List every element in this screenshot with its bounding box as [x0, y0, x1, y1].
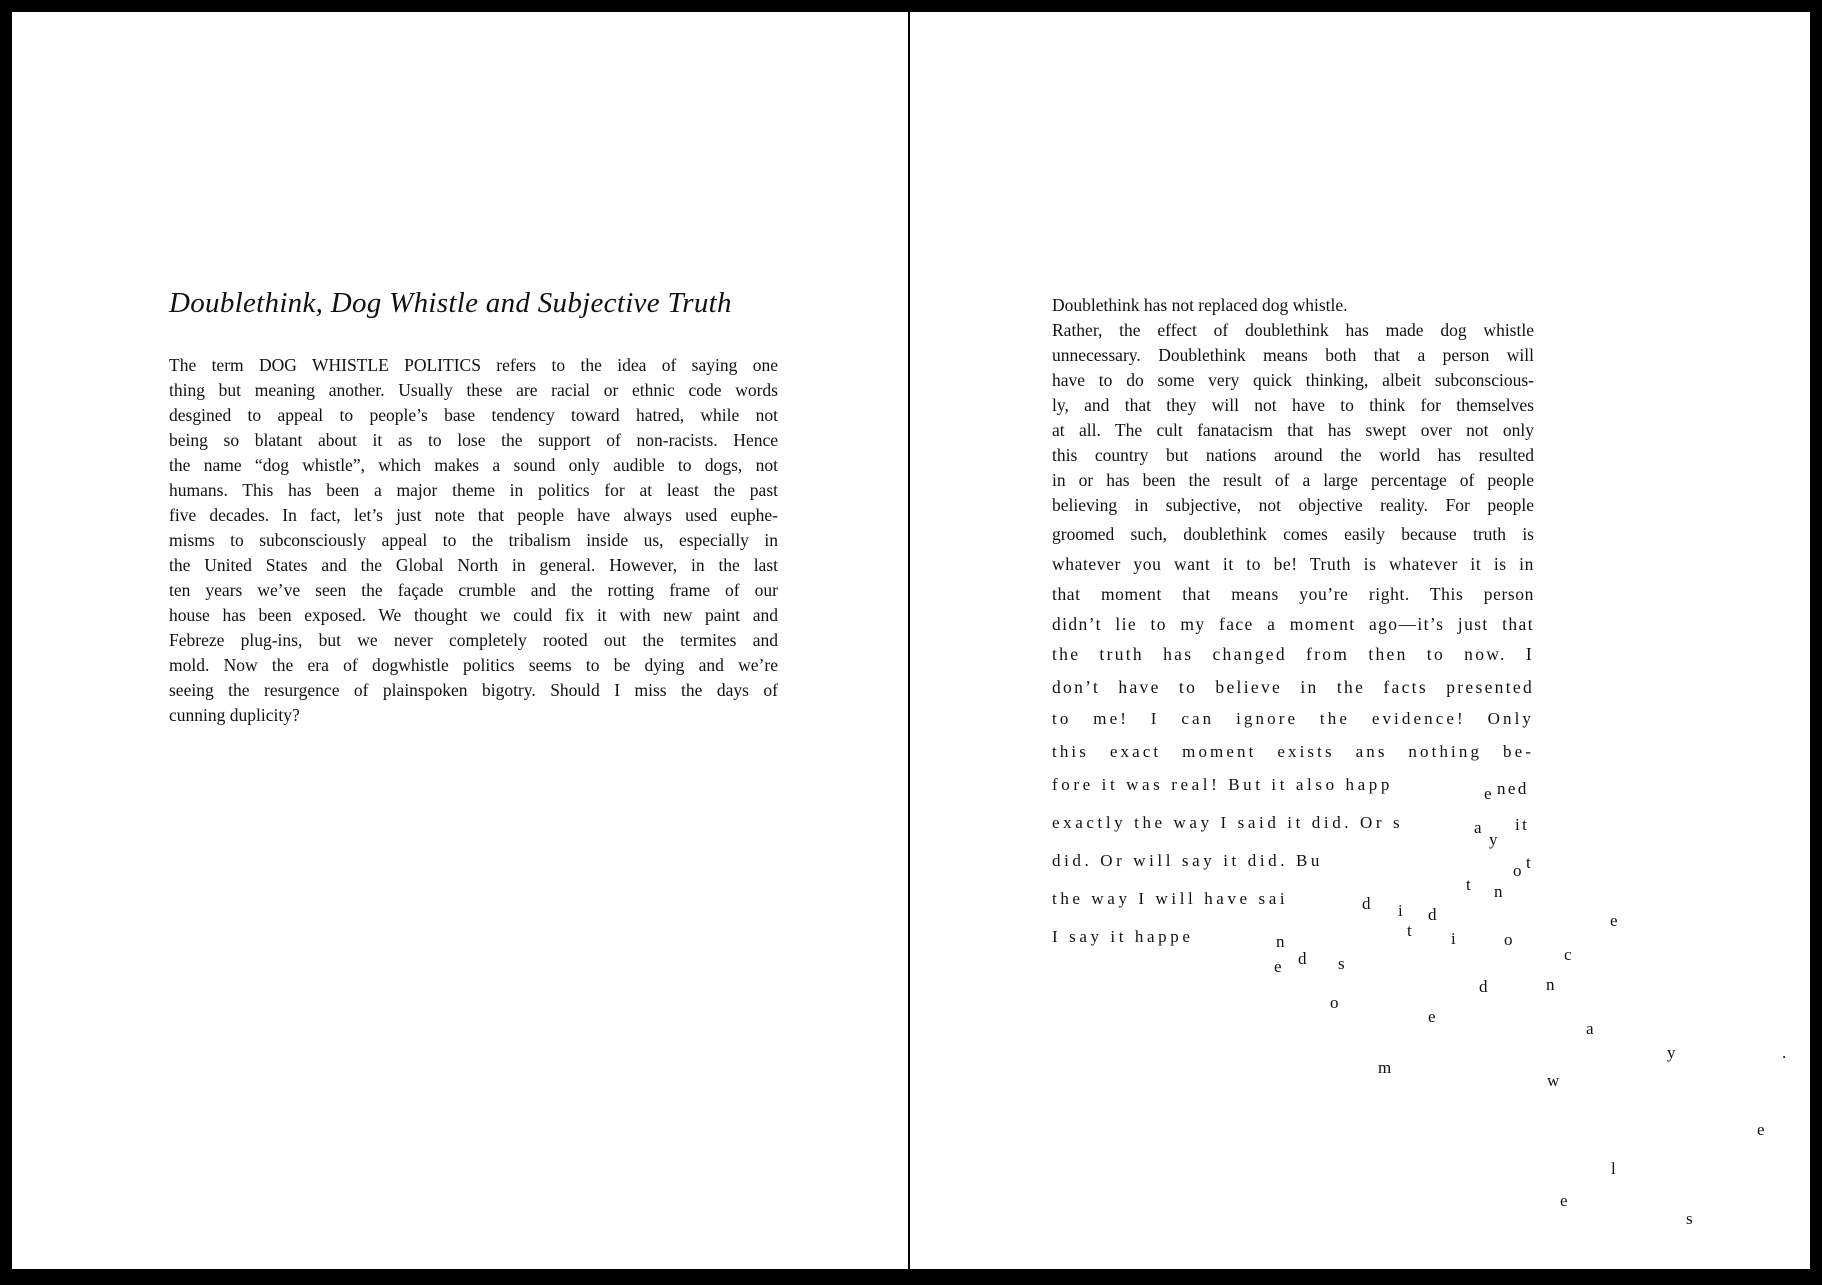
- scattered-letter: t: [1466, 875, 1471, 894]
- text-line: this exact moment exists ans nothing be-: [1052, 742, 1534, 761]
- text-line: I say it happe: [1052, 927, 1194, 946]
- text-line: ten years we’ve seen the façade crumble and the rotting frame of our: [169, 580, 778, 600]
- scattered-letter: o: [1504, 930, 1513, 949]
- line-tail: it: [1515, 815, 1530, 834]
- scattered-letter: s: [1686, 1209, 1693, 1228]
- text-line: don’t have to believe in the facts presented: [1052, 677, 1534, 697]
- scattered-letter: y: [1489, 830, 1498, 849]
- left-body-text: [169, 353, 778, 728]
- text-line: the way I will have sai: [1052, 889, 1289, 908]
- text-line: in or has been the result of a large percentage of people: [1052, 470, 1534, 490]
- scattered-letter: d: [1479, 977, 1488, 996]
- text-line: ly, and that they will not have to think for themselves: [1052, 395, 1534, 415]
- text-line: exactly the way I said it did. Or s: [1052, 813, 1404, 832]
- text-line: didn’t lie to my face a moment ago—it’s just that: [1052, 614, 1534, 634]
- scattered-letter: e: [1484, 784, 1492, 803]
- scattered-letter: .: [1782, 1043, 1787, 1062]
- text-line: unnecessary. Doublethink means both that a person will: [1052, 345, 1534, 365]
- scattered-letter: y: [1667, 1043, 1676, 1062]
- text-line: thing but meaning another. Usually these are racial or ethnic code words: [169, 380, 778, 400]
- text-line: the truth has changed from then to now. I: [1052, 644, 1534, 664]
- right-page: [910, 12, 1810, 1269]
- scattered-letter: e: [1428, 1007, 1436, 1026]
- scattered-letter: n: [1546, 975, 1555, 994]
- text-line: to me! I can ignore the evidence! Only: [1052, 709, 1534, 728]
- text-line: desgined to appeal to people’s base tendency toward hatred, while not: [169, 405, 778, 425]
- text-line: believing in subjective, not objective reality. For people: [1052, 495, 1534, 515]
- scattered-letter: m: [1378, 1058, 1392, 1077]
- scattered-letter: e: [1560, 1191, 1568, 1210]
- line-tail: ned: [1497, 779, 1529, 798]
- text-line: mold. Now the era of dogwhistle politics seems to be dying and we’re: [169, 655, 778, 675]
- text-line: did. Or will say it did. Bu: [1052, 851, 1323, 870]
- text-line: fore it was real! But it also happ: [1052, 775, 1393, 794]
- scattered-letter: e: [1757, 1120, 1765, 1139]
- text-line: cunning duplicity?: [169, 705, 300, 725]
- scattered-letter: e: [1274, 957, 1282, 976]
- scattered-letter: e: [1610, 911, 1618, 930]
- text-line: that moment that means you’re right. This person: [1052, 584, 1534, 604]
- scattered-letter: o: [1330, 993, 1339, 1012]
- scattered-letter: l: [1611, 1159, 1616, 1178]
- text-line: Doublethink has not replaced dog whistle.: [1052, 295, 1348, 315]
- text-line: house has been exposed. We thought we could fix it with new paint and: [169, 605, 778, 625]
- text-line: five decades. In fact, let’s just note that people have always used euphe-: [169, 505, 778, 525]
- scattered-letter: d: [1362, 894, 1371, 913]
- scattered-letter: t: [1407, 921, 1412, 940]
- text-line: the name “dog whistle”, which makes a sound only audible to dogs, not: [169, 455, 778, 475]
- scattered-letter: d: [1298, 949, 1307, 968]
- essay-title: Doublethink, Dog Whistle and Subjective Truth: [169, 287, 732, 319]
- scattered-letter: n: [1276, 932, 1287, 951]
- text-line: the United States and the Global North in general. However, in the last: [169, 555, 778, 575]
- scattered-letter: o: [1513, 861, 1522, 880]
- text-line: groomed such, doublethink comes easily because truth is: [1052, 524, 1534, 544]
- scattered-letter: w: [1547, 1071, 1560, 1090]
- scattered-letter: s: [1338, 954, 1345, 973]
- scattered-letter: a: [1474, 818, 1482, 837]
- scattered-letter: n: [1494, 882, 1503, 901]
- text-line: whatever you want it to be! Truth is whatever it is in: [1052, 554, 1534, 574]
- scattered-letter: d: [1428, 905, 1437, 924]
- text-line: misms to subconsciously appeal to the tribalism inside us, especially in: [169, 530, 778, 550]
- text-line: Febreze plug-ins, but we never completely rooted out the termites and: [169, 630, 778, 650]
- line-tail: t: [1526, 853, 1531, 872]
- text-line: seeing the resurgence of plainspoken bigotry. Should I miss the days of: [169, 680, 778, 700]
- left-page: [12, 12, 908, 1269]
- text-line: this country but nations around the world has resulted: [1052, 445, 1534, 465]
- scattered-letter: i: [1398, 901, 1403, 920]
- scattered-letter: c: [1564, 945, 1572, 964]
- text-line: being so blatant about it as to lose the support of non-racists. Hence: [169, 430, 778, 450]
- text-line: at all. The cult fanatacism that has swept over not only: [1052, 420, 1534, 440]
- text-line: have to do some very quick thinking, albeit subconscious-: [1052, 370, 1534, 390]
- text-line: The term DOG WHISTLE POLITICS refers to the idea of saying one: [169, 355, 778, 375]
- text-line: Rather, the effect of doublethink has made dog whistle: [1052, 320, 1534, 340]
- scattered-letter: a: [1586, 1019, 1594, 1038]
- scattered-letter: i: [1451, 929, 1456, 948]
- text-line: humans. This has been a major theme in politics for at least the past: [169, 480, 778, 500]
